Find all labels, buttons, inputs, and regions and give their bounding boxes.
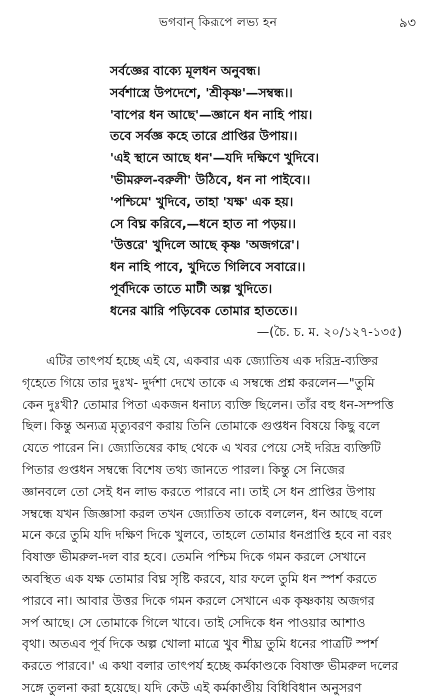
verse-block [110, 60, 319, 322]
verse-line: 'ভীমরুল-বরুলী' উঠিবে, ধন না পাইবে।। [110, 171, 311, 187]
paragraph-line: পারবে না। আবার উত্তর দিকে গমন করলে সেখানে এক কৃষ্ণকায় অজগর [22, 592, 375, 608]
page-number: ৯৩ [399, 16, 416, 31]
running-head: ভগবান্‌ কিরূপে লভ্য হন [158, 15, 278, 29]
verse-line: 'পশ্চিমে' খুদিবে, তাহা 'যক্ষ' এক হয়। [110, 193, 294, 209]
paragraph-line: গৃহেতে গিয়ে তার দুঃখ- দুর্দশা দেখে তাকে এ সম্বন্ধে প্রশ্ন করলেন—"তুমি [22, 374, 375, 390]
paragraph-line: বৃথা। অতএব পূর্ব দিকে অল্প খোলা মাত্রে খুব শীঘ্র তুমি ধনের পাত্রটি স্পর্শ [22, 636, 378, 652]
verse-line: ধনের ঝারি পড়িবেক তোমার হাততে।। [110, 302, 298, 318]
verse-line: 'এই স্থানে আছে ধন'—যদি দক্ষিণে খুদিবে। [110, 150, 319, 166]
paragraph-line: সর্প আছে। সে তোমাকে গিলে খাবে। তাই সেদিকে ধন পাওয়ার আশাও [22, 614, 366, 630]
paragraph-line: জ্ঞানবলে তো সেই ধন লাভ করতে পারবে না। তাই সে ধন প্রাপ্তির উপায় [22, 483, 376, 499]
verse-line: সে বিঘ্ন করিবে,—ধনে হাত না পড়য়।। [110, 215, 296, 231]
paragraph-line: পিতার গুপ্তধন সম্বন্ধে বিশেষ তথ্য জানতে পারল। কিন্তু সে নিজের [22, 461, 345, 477]
paragraph-line: সম্বন্ধে যখন জিজ্ঞাসা করল তখন জ্যোতিষ তাকে বললেন, ধন আছে বলে [22, 505, 383, 521]
paragraph-line: এটির তাৎপর্য হচ্ছে এই যে, একবার এক জ্যোতিষ এক দরিদ্র-ব্যক্তির [46, 353, 379, 368]
paragraph-line: কেন দুঃখী? তোমার পিতা একজন ধনাঢ্য ব্যক্তি ছিলেন। তাঁর বহু ধন-সম্পত্তি [22, 396, 394, 412]
paragraph-line: অবস্থিত এক যক্ষ তোমার বিঘ্ন সৃষ্টি করবে, যার ফলে তুমি ধন স্পর্শ করতে [22, 570, 377, 586]
verse-line: ধন নাহি পাবে, খুদিতে গিলিবে সবারে।। [110, 259, 306, 275]
commentary-paragraph [22, 350, 416, 699]
verse-line: 'বাপের ধন আছে'—জ্ঞানে ধন নাহি পায়। [110, 106, 313, 122]
verse-line: সর্বশাস্ত্রে উপদেশে, 'শ্রীকৃষ্ণ'—সম্বন্ধ।। [110, 84, 293, 100]
verse-line: পূর্বদিকে তাতে মাটী অল্প খুদিতে। [110, 280, 273, 296]
verse-line: সর্বজ্ঞের বাক্যে মূলধন অনুবন্ধ। [110, 63, 261, 78]
paragraph-line: বিষাক্ত ভীমরুল-দল বার হবে। তেমনি পশ্চিম দিকে গমন করলে সেখানে [22, 549, 367, 565]
paragraph-line: সঙ্গে তুলনা করা হয়েছে। যদি কেউ এই কর্মকাণ্ডীয় বিধিবিধান অনুসরণ [22, 679, 362, 695]
page-header [0, 14, 436, 34]
paragraph-line: ছিল। কিন্তু অন্যত্র মৃত্যুবরণ করায় তিনি তোমাকে গুপ্তধন বিষয়ে কিছু বলে [22, 418, 380, 434]
paragraph-line: করতে পারবে।' এ কথা বলার তাৎপর্য হচ্ছে কর্মকাণ্ডকে বিষাক্ত ভীমরুল দলের [22, 658, 399, 674]
verse-reference: —(চৈ. চ. ম. ২০/১২৭-১৩৫) [256, 324, 402, 339]
verse-line: তবে সর্বজ্ঞ কহে তারে প্রাপ্তির উপায়।। [110, 128, 298, 144]
verse-line: 'উত্তরে' খুদিলে আছে কৃষ্ণ 'অজগরে'। [110, 237, 300, 253]
paragraph-line: মনে করে তুমি যদি দক্ষিণ দিকে খুলবে, তাহলে তোমার ধনপ্রাপ্তি হবে না বরং [22, 527, 392, 543]
paragraph-line: যেতে পারেন নি। জ্যোতিষের কাছ থেকে এ খবর পেয়ে সেই দরিদ্র ব্যক্তিটি [22, 440, 381, 456]
